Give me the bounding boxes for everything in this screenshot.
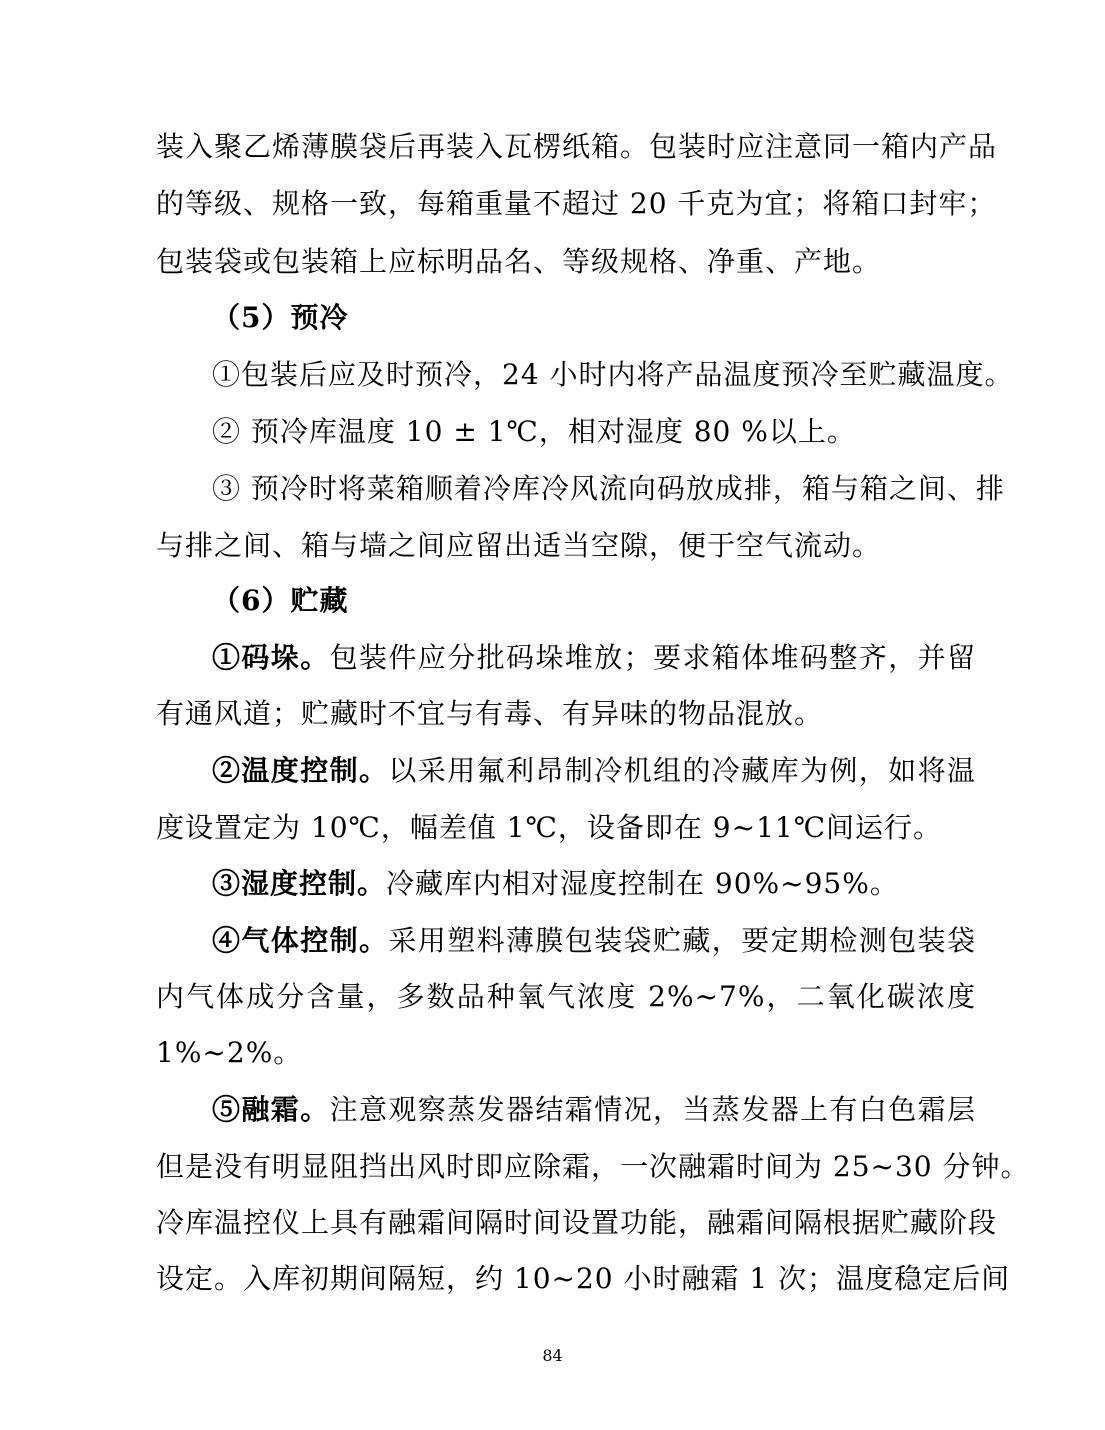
text-line: 内气体成分含量，多数品种氧气浓度 2%~7%，二氧化碳浓度 — [156, 980, 976, 1013]
text-line: 但是没有明显阻挡出风时即应除霜，一次融霜时间为 25~30 分钟。 — [156, 1150, 1030, 1183]
text-line: 包装袋或包装箱上应标明品名、等级规格、净重、产地。 — [156, 245, 882, 278]
text-line: ②温度控制。以采用氟利昂制冷机组的冷藏库为例，如将温 — [212, 754, 976, 787]
text-line: 有通风道；贮藏时不宜与有毒、有异味的物品混放。 — [156, 697, 824, 730]
text-line: ⑤融霜。注意观察蒸发器结霜情况，当蒸发器上有白色霜层 — [212, 1093, 976, 1126]
text-line: 1%~2%。 — [156, 1036, 303, 1069]
section-heading-precooling: （5）预冷 — [212, 301, 349, 334]
text-line: 的等级、规格一致，每箱重量不超过 20 千克为宜；将箱口封牢； — [156, 187, 997, 220]
text-line: 装入聚乙烯薄膜袋后再装入瓦楞纸箱。包装时应注意同一箱内产品 — [156, 130, 998, 163]
page-number: 84 — [542, 1346, 563, 1365]
text-line: ③ 预冷时将菜箱顺着冷库冷风流向码放成排，箱与箱之间、排 — [212, 472, 1005, 505]
text-line: 设定。入库初期间隔短，约 10~20 小时融霜 1 次；温度稳定后间 — [156, 1262, 1011, 1295]
text-line: ② 预冷库温度 10 ± 1℃，相对湿度 80 %以上。 — [212, 415, 856, 448]
text-line: 冷库温控仪上具有融霜间隔时间设置功能，融霜间隔根据贮藏阶段 — [156, 1206, 998, 1239]
text-line: ①码垛。包装件应分批码垛堆放；要求箱体堆码整齐，并留 — [212, 641, 976, 674]
text-line: ①包装后应及时预冷，24 小时内将产品温度预冷至贮藏温度。 — [212, 358, 1014, 391]
text-line: 与排之间、箱与墙之间应留出适当空隙，便于空气流动。 — [156, 529, 882, 562]
text-line: ④气体控制。采用塑料薄膜包装袋贮藏，要定期检测包装袋 — [212, 924, 976, 957]
text-line: 度设置定为 10℃，幅差值 1℃，设备即在 9~11℃间运行。 — [156, 811, 943, 844]
section-heading-storage: （6）贮藏 — [212, 584, 349, 617]
text-line: ③湿度控制。冷藏库内相对湿度控制在 90%~95%。 — [212, 867, 899, 900]
